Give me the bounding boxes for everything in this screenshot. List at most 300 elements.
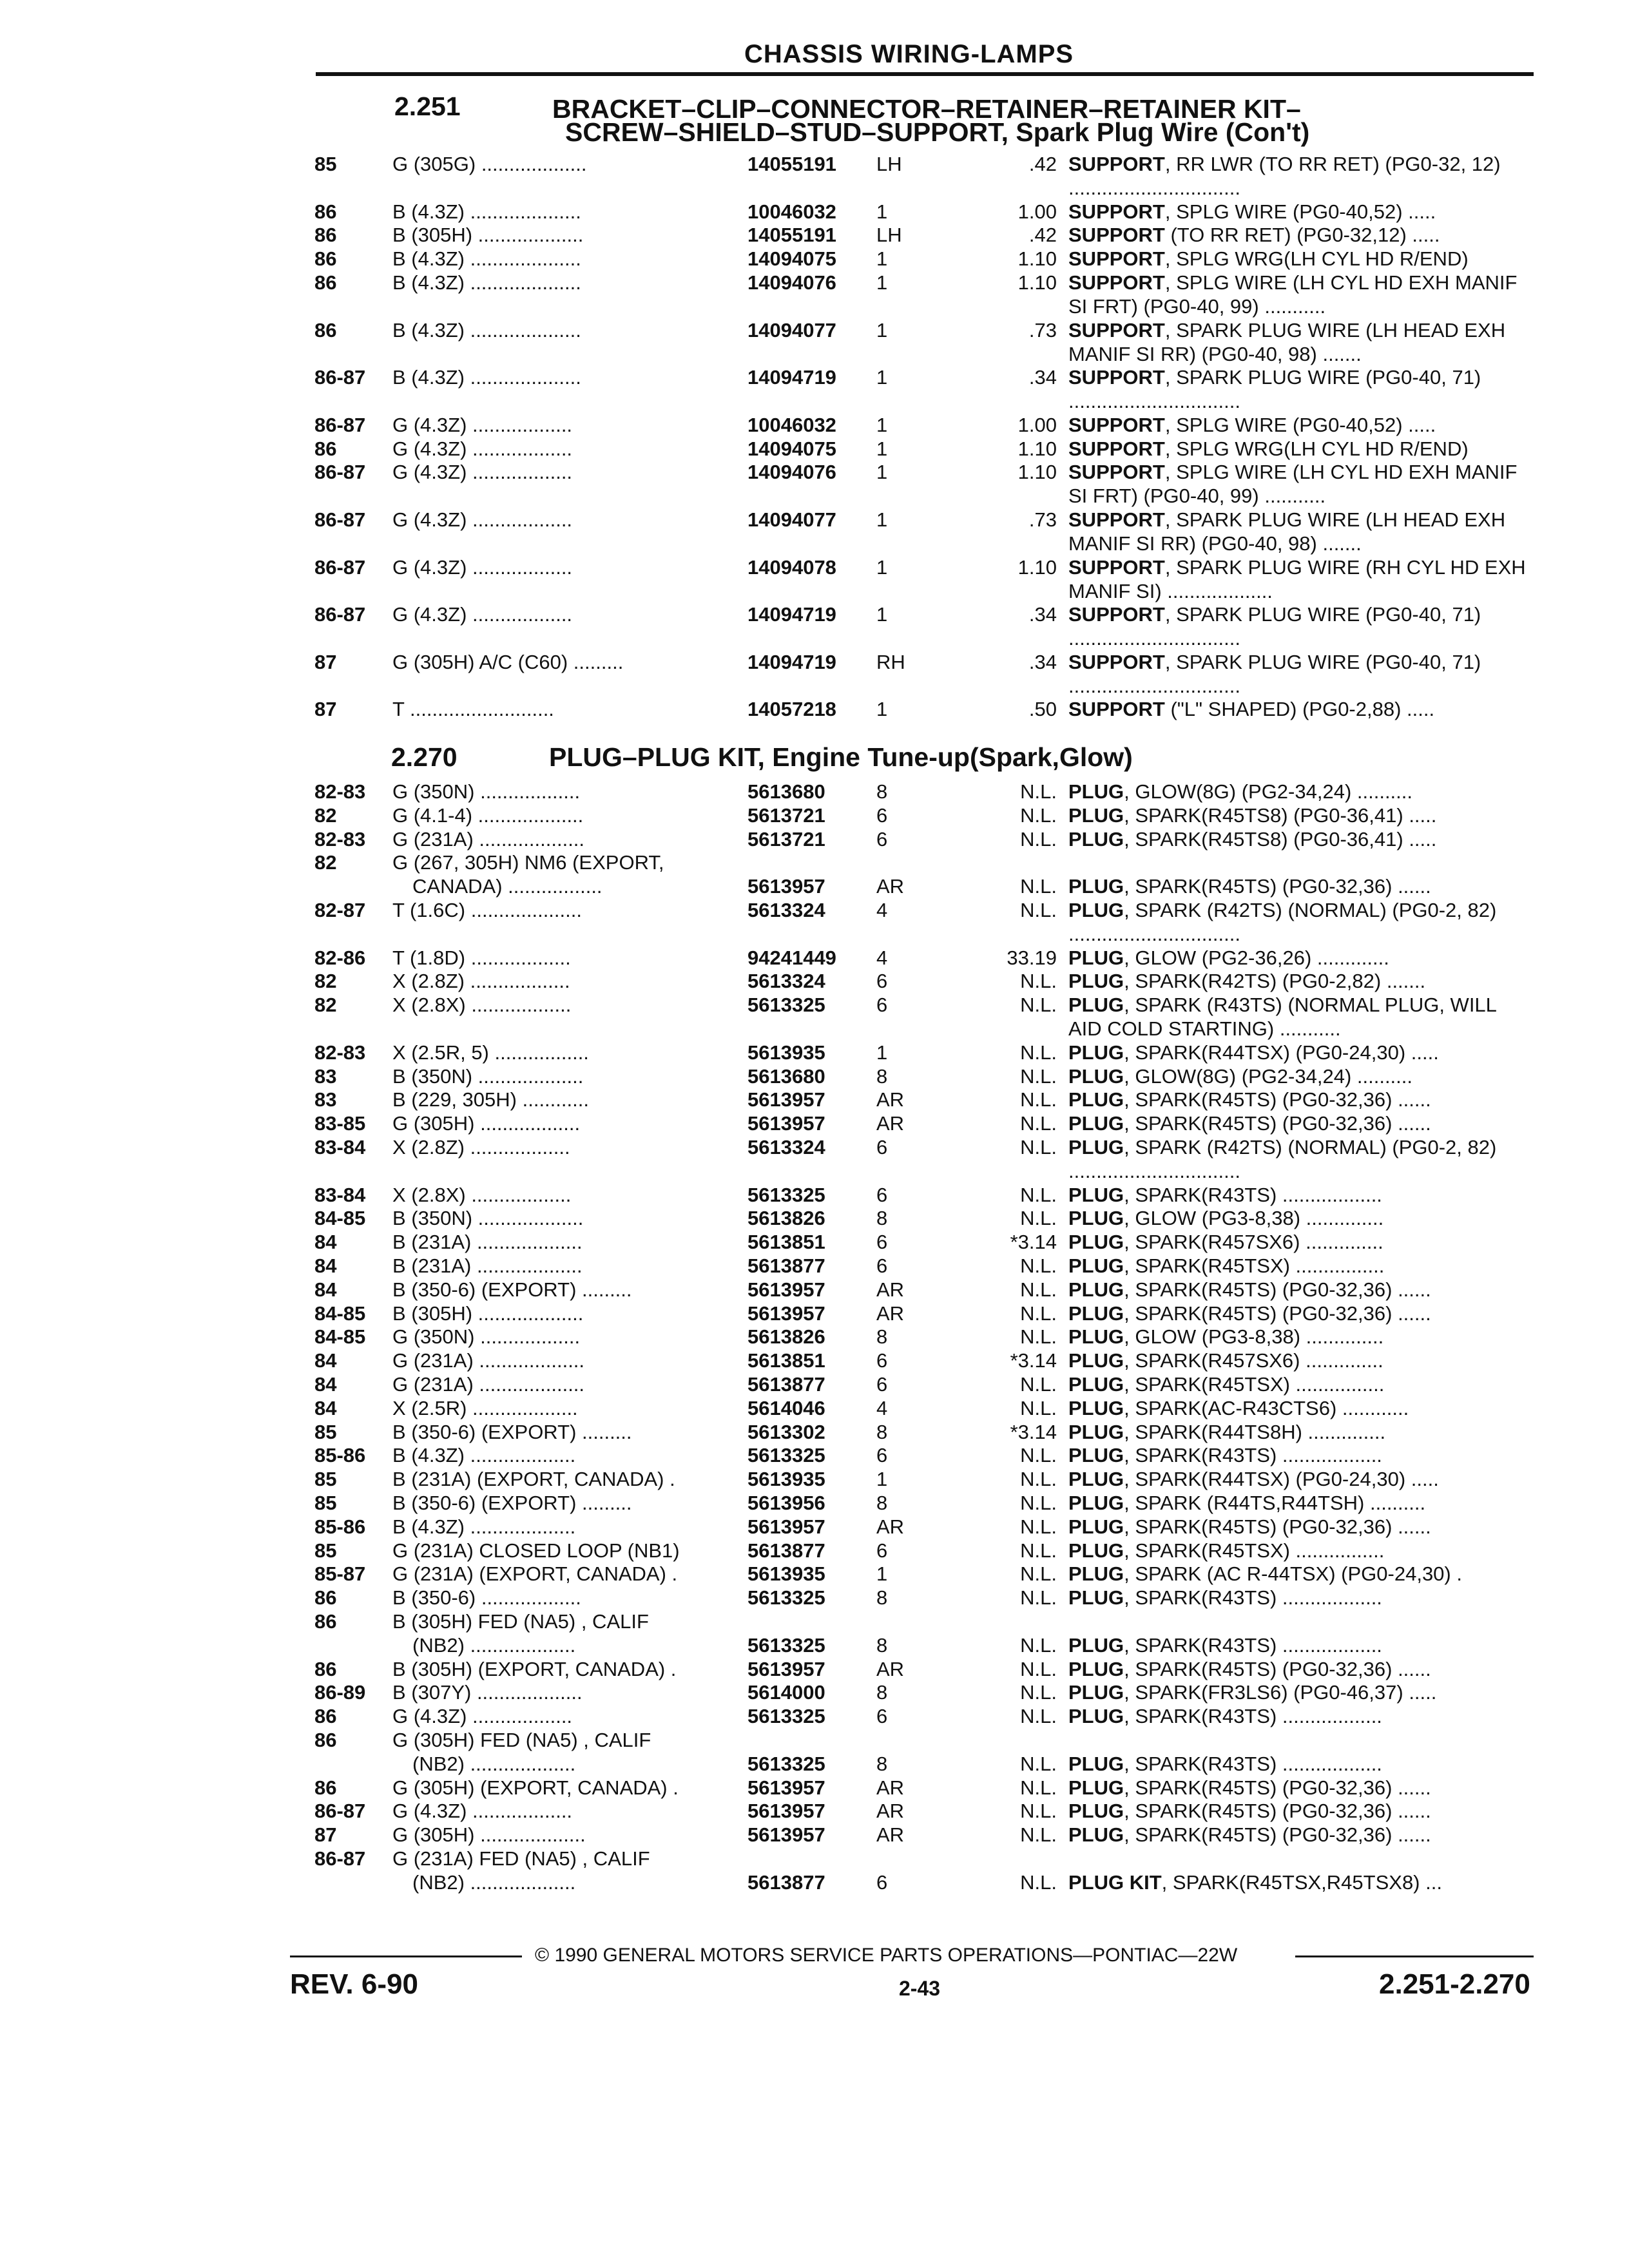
application: B (4.3Z) .................... (392, 247, 581, 271)
application: G (4.3Z) .................. (392, 555, 573, 579)
quantity: 1 (876, 555, 888, 579)
quantity: AR (876, 1515, 905, 1538)
price: N.L. (1020, 1870, 1057, 1894)
price: .50 (1028, 698, 1057, 721)
quantity: 6 (876, 1136, 888, 1158)
application: X (2.5R) ................... (392, 1396, 578, 1419)
description-noun: SUPPORT (1068, 698, 1165, 721)
description-detail: , SPARK(R45TSX,R45TSX8) ... (1161, 1870, 1442, 1894)
part-number: 14094076 (747, 271, 836, 294)
quantity: 6 (876, 994, 888, 1017)
application: B (350-6) .................. (392, 1586, 581, 1610)
description (1068, 1586, 1532, 1610)
description-detail: , SPARK(R45TS) (PG0-32,36) ...... (1124, 1776, 1431, 1799)
price: N.L. (1020, 1468, 1057, 1491)
description-noun: SUPPORT (1068, 461, 1165, 484)
model-year: 87 (314, 698, 337, 721)
model-year: 84 (314, 1373, 337, 1396)
price: *3.14 (1010, 1349, 1057, 1372)
application: B (231A) (EXPORT, CANADA) . (392, 1468, 675, 1491)
price: 1.10 (1017, 555, 1057, 579)
model-year: 86-87 (314, 366, 366, 389)
price: N.L. (1020, 970, 1057, 993)
quantity: 4 (876, 899, 888, 921)
description-detail: , SPARK PLUG WIRE (RH CYL HD EXH MANIF SI) ................... (1068, 555, 1526, 602)
application: G (231A) (EXPORT, CANADA) . (392, 1562, 678, 1586)
quantity: AR (876, 1088, 905, 1111)
application: B (4.3Z) ................... (392, 1515, 576, 1538)
description (1068, 152, 1532, 200)
price: N.L. (1020, 1539, 1057, 1562)
model-year: 84 (314, 1254, 337, 1277)
description-noun: PLUG (1068, 1373, 1124, 1396)
description-detail: , SPARK PLUG WIRE (LH HEAD EXH MANIF SI RR) (PG0-40, 98) ....... (1068, 318, 1506, 365)
quantity: 4 (876, 1396, 888, 1419)
part-number: 5613957 (747, 1823, 825, 1847)
description-detail: , GLOW (PG2-36,26) ............. (1124, 946, 1389, 969)
price: 33.19 (1007, 946, 1057, 969)
description-detail: , SPARK(R45TS) (PG0-32,36) ...... (1124, 1800, 1431, 1823)
description-detail: , SPLG WIRE (LH CYL HD EXH MANIF SI FRT) (PG0-40, 99) ........... (1068, 271, 1518, 318)
footer-section-range: 2.251-2.270 (1379, 1968, 1530, 2000)
group-title-line1: BRACKET–CLIP–CONNECTOR–RETAINER–RETAINER KIT– (552, 94, 1301, 124)
group-title-line1: PLUG–PLUG KIT, Engine Tune-up(Spark,Glow) (549, 742, 1133, 772)
part-number: 14094075 (747, 437, 836, 460)
part-number: 5613957 (747, 1112, 825, 1135)
price: .42 (1028, 224, 1057, 247)
description-detail: , SPARK(R44TSX) (PG0-24,30) ..... (1124, 1468, 1439, 1491)
description-detail: , SPARK(FR3LS6) (PG0-46,37) ..... (1124, 1681, 1437, 1704)
application: B (229, 305H) ............ (392, 1088, 589, 1111)
price: .34 (1028, 366, 1057, 389)
group-number: 2.251 (394, 91, 461, 121)
quantity: 6 (876, 1444, 888, 1467)
part-number: 14094078 (747, 555, 836, 579)
model-year: 84 (314, 1396, 337, 1419)
price: N.L. (1020, 1633, 1057, 1657)
description-noun: SUPPORT (1068, 271, 1165, 294)
model-year: 86-89 (314, 1681, 366, 1704)
quantity: 8 (876, 1325, 888, 1349)
description-noun: SUPPORT (1068, 413, 1165, 436)
price: .73 (1028, 508, 1057, 531)
application: T .......................... (392, 698, 554, 721)
description (1068, 1064, 1532, 1088)
description-detail: , SPARK(R45TSX) ................ (1124, 1254, 1385, 1277)
quantity: 1 (876, 413, 888, 436)
description (1068, 508, 1532, 555)
application-cont: (NB2) ................... (412, 1752, 576, 1775)
description-detail: , SPARK(R45TS8) (PG0-36,41) ..... (1124, 827, 1437, 850)
description (1068, 223, 1532, 247)
quantity: 1 (876, 318, 888, 341)
price: 1.10 (1017, 461, 1057, 484)
description-noun: PLUG (1068, 1539, 1124, 1562)
description-noun: PLUG (1068, 1112, 1124, 1135)
application: X (2.8X) .................. (392, 1183, 572, 1206)
description (1068, 650, 1532, 698)
description-noun: PLUG (1068, 1420, 1124, 1443)
application: B (4.3Z) .................... (392, 318, 581, 341)
description (1068, 247, 1532, 271)
application: B (350N) ................... (392, 1064, 584, 1088)
part-number: 5613877 (747, 1254, 825, 1277)
application: G (267, 305H) NM6 (EXPORT, (392, 851, 664, 874)
quantity: AR (876, 1112, 905, 1135)
description-detail: , SPARK(AC-R43CTS6) ............ (1124, 1396, 1409, 1419)
quantity: 8 (876, 1586, 888, 1610)
part-number: 14094077 (747, 318, 836, 341)
quantity: 1 (876, 461, 888, 484)
part-number: 14055191 (747, 224, 836, 247)
description (1068, 1704, 1532, 1728)
description (1068, 946, 1532, 970)
description (1068, 1111, 1532, 1135)
price: N.L. (1020, 1515, 1057, 1538)
quantity: 6 (876, 1870, 888, 1894)
price: N.L. (1020, 1278, 1057, 1301)
description-detail: , SPARK (R43TS) (NORMAL PLUG, WILL AID COLD STARTING) ........... (1068, 994, 1496, 1041)
description (1068, 1491, 1532, 1515)
model-year: 86-87 (314, 461, 366, 484)
description-noun: PLUG (1068, 1776, 1124, 1799)
description-detail: , SPARK PLUG WIRE (PG0-40, 71) ............................... (1068, 650, 1481, 697)
description-noun: PLUG (1068, 1231, 1124, 1254)
description (1068, 1349, 1532, 1372)
model-year: 86 (314, 437, 337, 460)
description-detail: , SPARK(R45TS) (PG0-32,36) ...... (1124, 1088, 1431, 1111)
description-detail: , SPARK(R457SX6) .............. (1124, 1349, 1383, 1372)
description-detail: , SPARK(R44TSX) (PG0-24,30) ..... (1124, 1041, 1439, 1064)
application: X (2.8Z) .................. (392, 970, 570, 993)
description-detail: , SPARK PLUG WIRE (PG0-40, 71) ............................... (1068, 366, 1481, 413)
description-noun: PLUG (1068, 1681, 1124, 1704)
price: N.L. (1020, 1657, 1057, 1680)
description-noun: SUPPORT (1068, 200, 1165, 223)
application: G (305H) .................. (392, 1112, 581, 1135)
part-number: 5613325 (747, 1752, 825, 1775)
model-year: 83 (314, 1088, 337, 1111)
application-cont: CANADA) ................. (412, 875, 602, 898)
model-year: 86 (314, 1729, 337, 1751)
part-number: 5613877 (747, 1373, 825, 1396)
part-number: 5613324 (747, 899, 825, 921)
part-number: 5613851 (747, 1349, 825, 1372)
description (1068, 1799, 1532, 1823)
description (1068, 460, 1532, 508)
application: G (350N) .................. (392, 1325, 581, 1349)
application: G (305H) (EXPORT, CANADA) . (392, 1776, 679, 1799)
description-detail: , SPARK PLUG WIRE (PG0-40, 71) ............................... (1068, 603, 1481, 650)
model-year: 86 (314, 1776, 337, 1799)
description (1068, 1183, 1532, 1207)
description-detail: , SPARK(R43TS) .................. (1124, 1183, 1382, 1206)
application: B (231A) ................... (392, 1231, 583, 1254)
price: N.L. (1020, 1136, 1057, 1158)
quantity: AR (876, 875, 905, 898)
price: N.L. (1020, 1254, 1057, 1277)
description-noun: SUPPORT (1068, 437, 1165, 460)
application-cont: (NB2) ................... (412, 1633, 576, 1657)
part-number: 5613957 (747, 1302, 825, 1325)
price: N.L. (1020, 875, 1057, 898)
model-year: 85-87 (314, 1562, 366, 1586)
description (1068, 1443, 1532, 1467)
model-year: 85 (314, 1468, 337, 1491)
description (1068, 1657, 1532, 1681)
application: T (1.8D) .................. (392, 946, 571, 969)
part-number: 14094719 (747, 650, 836, 673)
description (1068, 1515, 1532, 1539)
application: B (305H) (EXPORT, CANADA) . (392, 1657, 677, 1680)
description-detail: , SPLG WIRE (PG0-40,52) ..... (1164, 200, 1436, 223)
price: 1.00 (1017, 413, 1057, 436)
quantity: AR (876, 1657, 905, 1680)
description-detail: , GLOW (PG3-8,38) .............. (1124, 1207, 1384, 1230)
model-year: 86 (314, 224, 337, 247)
description (1068, 271, 1532, 318)
description-detail: , SPARK(R44TS8H) .............. (1124, 1420, 1386, 1443)
application: G (4.3Z) .................. (392, 461, 573, 484)
quantity: AR (876, 1776, 905, 1799)
description-detail: , GLOW(8G) (PG2-34,24) .......... (1124, 1064, 1413, 1088)
part-number: 5613324 (747, 970, 825, 993)
application: G (4.3Z) .................. (392, 1705, 573, 1728)
model-year: 83-85 (314, 1112, 366, 1135)
quantity: 1 (876, 200, 888, 223)
description-detail: , SPARK(R43TS) .................. (1124, 1705, 1382, 1728)
part-number: 5613957 (747, 1278, 825, 1301)
part-number: 5613957 (747, 1776, 825, 1799)
model-year: 82 (314, 803, 337, 827)
description-noun: SUPPORT (1068, 555, 1165, 579)
quantity: LH (876, 224, 902, 247)
application: G (305H) ................... (392, 1823, 586, 1847)
description (1068, 555, 1532, 603)
description-detail: , GLOW (PG3-8,38) .............. (1124, 1325, 1384, 1349)
application: B (305H) ................... (392, 224, 584, 247)
part-number: 5613721 (747, 827, 825, 850)
description-detail: ("L" SHAPED) (PG0-2,88) ..... (1164, 698, 1435, 721)
part-number: 5613851 (747, 1231, 825, 1254)
part-number: 14094719 (747, 603, 836, 626)
description (1068, 200, 1532, 224)
description-detail: (TO RR RET) (PG0-32,12) ..... (1164, 224, 1440, 247)
quantity: 1 (876, 1562, 888, 1586)
description-noun: SUPPORT (1068, 247, 1165, 271)
model-year: 84 (314, 1231, 337, 1254)
description (1068, 1041, 1532, 1064)
price: N.L. (1020, 780, 1057, 803)
quantity: 1 (876, 698, 888, 721)
description-detail: , SPARK(R45TS) (PG0-32,36) ...... (1124, 1823, 1431, 1847)
description (1068, 1325, 1532, 1349)
description (1068, 1135, 1532, 1183)
quantity: 6 (876, 1254, 888, 1277)
price: N.L. (1020, 1041, 1057, 1064)
model-year: 87 (314, 1823, 337, 1847)
application: B (4.3Z) .................... (392, 366, 581, 389)
part-number: 5613680 (747, 1064, 825, 1088)
model-year: 82-83 (314, 827, 366, 850)
price: N.L. (1020, 1800, 1057, 1823)
description-noun: PLUG (1068, 1396, 1124, 1419)
model-year: 86 (314, 1586, 337, 1610)
price: N.L. (1020, 1183, 1057, 1206)
description-detail: , RR LWR (TO RR RET) (PG0-32, 12) ............................... (1068, 153, 1501, 199)
description-detail: , SPARK(R43TS) .................. (1124, 1444, 1382, 1467)
model-year: 87 (314, 650, 337, 673)
quantity: AR (876, 1823, 905, 1847)
quantity: 6 (876, 1373, 888, 1396)
part-number: 5613935 (747, 1468, 825, 1491)
description-detail: , SPARK (AC R-44TSX) (PG0-24,30) . (1124, 1562, 1462, 1586)
description-noun: PLUG (1068, 1444, 1124, 1467)
model-year: 85-86 (314, 1444, 366, 1467)
price: N.L. (1020, 1681, 1057, 1704)
application: G (350N) .................. (392, 780, 581, 803)
quantity: 1 (876, 603, 888, 626)
application: B (4.3Z) .................... (392, 271, 581, 294)
price: .42 (1028, 153, 1057, 175)
description (1068, 1823, 1532, 1847)
quantity: 6 (876, 1231, 888, 1254)
part-number: 5613826 (747, 1325, 825, 1349)
application: B (307Y) ................... (392, 1681, 583, 1704)
description-noun: PLUG (1068, 1183, 1124, 1206)
description (1068, 1396, 1532, 1420)
description-detail: , SPARK(R457SX6) .............. (1124, 1231, 1383, 1254)
price: N.L. (1020, 1325, 1057, 1349)
description (1068, 318, 1532, 366)
application: B (4.3Z) ................... (392, 1444, 576, 1467)
description-noun: PLUG (1068, 946, 1124, 969)
part-number: 14094077 (747, 508, 836, 531)
description-noun: SUPPORT (1068, 318, 1165, 341)
model-year: 82-87 (314, 899, 366, 921)
model-year: 84 (314, 1278, 337, 1301)
group-title-line2: SCREW–SHIELD–STUD–SUPPORT, Spark Plug Wire (Con't) (565, 117, 1310, 147)
quantity: 1 (876, 271, 888, 294)
model-year: 86-87 (314, 413, 366, 436)
model-year: 86 (314, 247, 337, 271)
description-noun: SUPPORT (1068, 153, 1165, 175)
model-year: 85 (314, 1539, 337, 1562)
description-noun: PLUG (1068, 1041, 1124, 1064)
model-year: 84 (314, 1349, 337, 1372)
price: N.L. (1020, 1562, 1057, 1586)
price: N.L. (1020, 1705, 1057, 1728)
quantity: 1 (876, 437, 888, 460)
description-detail: , SPARK(R45TS) (PG0-32,36) ...... (1124, 1515, 1431, 1538)
model-year: 86 (314, 1610, 337, 1633)
description-detail: , SPARK(R45TS) (PG0-32,36) ...... (1124, 875, 1431, 898)
price: N.L. (1020, 1823, 1057, 1847)
application: G (305H) FED (NA5) , CALIF (392, 1729, 651, 1751)
description (1068, 1680, 1532, 1704)
description-noun: PLUG (1068, 1136, 1124, 1158)
part-number: 5613957 (747, 1515, 825, 1538)
part-number: 5613957 (747, 1800, 825, 1823)
description (1068, 1206, 1532, 1230)
description (1068, 1302, 1532, 1325)
part-number: 5614000 (747, 1681, 825, 1704)
model-year: 82-83 (314, 780, 366, 803)
description-detail: , SPARK PLUG WIRE (LH HEAD EXH MANIF SI RR) (PG0-40, 98) ....... (1068, 508, 1506, 555)
part-number: 5613826 (747, 1207, 825, 1230)
part-number: 5613324 (747, 1136, 825, 1158)
price: N.L. (1020, 1444, 1057, 1467)
description-noun: PLUG (1068, 1633, 1124, 1657)
description-noun: PLUG (1068, 994, 1124, 1017)
footer-rule-left (290, 1956, 522, 1957)
description-detail: , SPARK(R43TS) .................. (1124, 1586, 1382, 1610)
part-number: 5613325 (747, 1444, 825, 1467)
description-detail: , SPLG WRG(LH CYL HD R/END) (1164, 437, 1469, 460)
application: G (4.3Z) .................. (392, 1800, 573, 1823)
description-noun: PLUG (1068, 1823, 1124, 1847)
model-year: 86 (314, 1705, 337, 1728)
quantity: RH (876, 650, 905, 673)
quantity: 6 (876, 803, 888, 827)
part-number: 5613957 (747, 1088, 825, 1111)
part-number: 5613956 (747, 1492, 825, 1514)
model-year: 82-86 (314, 946, 366, 969)
application: G (231A) ................... (392, 827, 585, 850)
application: X (2.5R, 5) ................. (392, 1041, 589, 1064)
part-number: 5613325 (747, 1633, 825, 1657)
model-year: 82 (314, 994, 337, 1017)
application: B (350N) ................... (392, 1207, 584, 1230)
application: X (2.8Z) .................. (392, 1136, 570, 1158)
model-year: 84-85 (314, 1207, 366, 1230)
description-detail: , SPARK (R42TS) (NORMAL) (PG0-2, 82) ............................... (1068, 1136, 1497, 1182)
description (1068, 1254, 1532, 1278)
description-noun: PLUG (1068, 1088, 1124, 1111)
description-detail: , SPARK(R43TS) .................. (1124, 1633, 1382, 1657)
description-detail: , SPARK(R42TS) (PG0-2,82) ....... (1124, 970, 1426, 993)
part-number: 14055191 (747, 153, 836, 175)
quantity: 6 (876, 1183, 888, 1206)
description (1068, 1230, 1532, 1254)
model-year: 85-86 (314, 1515, 366, 1538)
price: 1.00 (1017, 200, 1057, 223)
application: G (4.3Z) .................. (392, 413, 573, 436)
description-noun: PLUG (1068, 1657, 1124, 1680)
description-noun: PLUG (1068, 780, 1124, 803)
description-noun: PLUG (1068, 1492, 1124, 1514)
description-noun: SUPPORT (1068, 224, 1165, 247)
model-year: 82 (314, 970, 337, 993)
price: .34 (1028, 650, 1057, 673)
description-noun: PLUG (1068, 1468, 1124, 1491)
model-year: 83-84 (314, 1136, 366, 1158)
description (1068, 1420, 1532, 1444)
application: G (231A) ................... (392, 1373, 585, 1396)
description-noun: PLUG (1068, 1064, 1124, 1088)
model-year: 86 (314, 200, 337, 223)
price: N.L. (1020, 1752, 1057, 1775)
price: N.L. (1020, 1396, 1057, 1419)
description (1068, 1562, 1532, 1586)
price: N.L. (1020, 1373, 1057, 1396)
footer-copyright: © 1990 GENERAL MOTORS SERVICE PARTS OPERATIONS—PONTIAC—22W (535, 1945, 1238, 1966)
description-noun: PLUG KIT (1068, 1870, 1162, 1894)
part-number: 5613325 (747, 994, 825, 1017)
part-number: 5613721 (747, 803, 825, 827)
description (1068, 1539, 1532, 1562)
model-year: 86-87 (314, 508, 366, 531)
